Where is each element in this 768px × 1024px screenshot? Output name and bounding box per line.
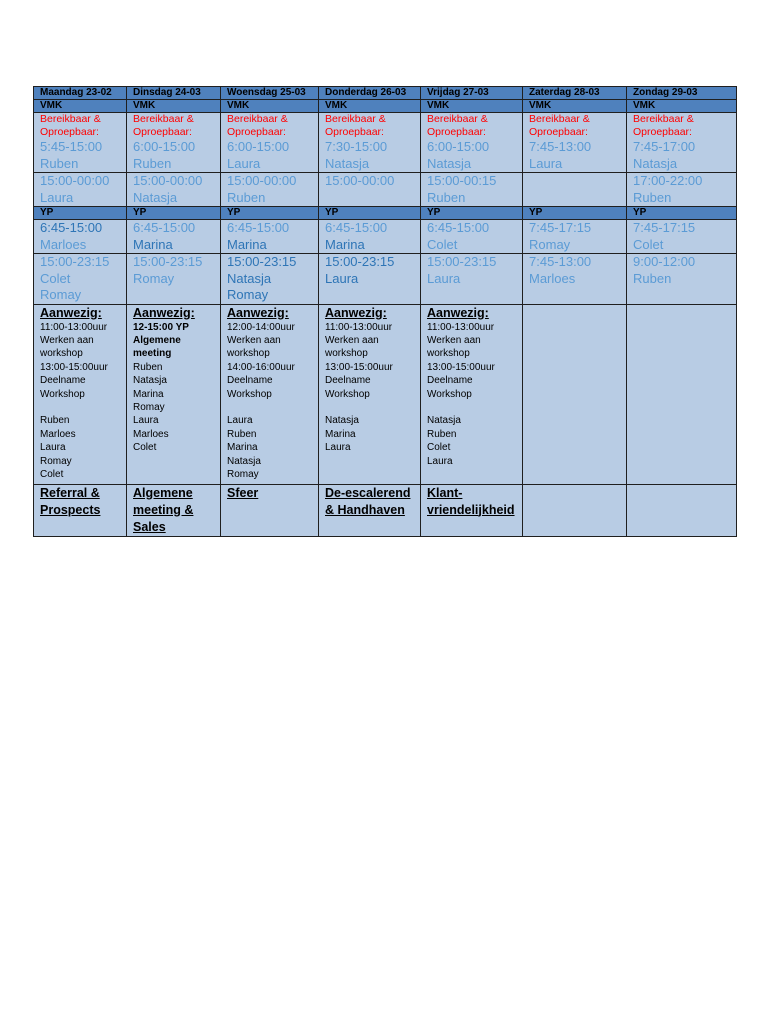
aanwezig-line: workshop <box>427 348 470 360</box>
aanwezig-line <box>40 401 126 414</box>
aanwezig-line: Ruben <box>427 428 457 440</box>
aanwezig-line: meeting <box>133 348 172 360</box>
yp-label-cell: YP <box>221 207 319 220</box>
aanwezig-line: Workshop <box>325 388 370 400</box>
oproep-label: Bereikbaar & Oproepbaar: <box>325 113 386 138</box>
shift-name: Marina <box>133 236 173 252</box>
shift-name: Laura <box>227 155 261 171</box>
yp-label-cell: YP <box>523 207 627 220</box>
aanwezig-line <box>227 401 318 414</box>
theme-row <box>34 484 737 536</box>
aanwezig-line: 12-15:00 YP <box>133 321 189 333</box>
yp-shift1-cell <box>523 220 627 254</box>
shift-time: 7:45-17:15 <box>633 220 696 235</box>
shift-name: Laura <box>427 270 461 286</box>
shift-name: Ruben <box>633 189 672 205</box>
shift-time: 5:45-15:00 <box>40 139 103 154</box>
vmk-shift2-cell <box>523 173 627 207</box>
aanwezig-line: 11:00-13:00uur <box>427 321 495 333</box>
shift-name: Natasja <box>227 270 272 286</box>
aanwezig-line: Marina <box>227 442 258 454</box>
aanwezig-line <box>325 401 420 414</box>
shift-time: 6:00-15:00 <box>133 139 196 154</box>
shift-name: Ruben <box>133 155 172 171</box>
shift-name: Romay <box>40 287 82 302</box>
yp-shift1-cell <box>319 220 421 254</box>
oproep-label: Bereikbaar & Oproepbaar: <box>427 113 488 138</box>
yp-label-cell: YP <box>34 207 127 220</box>
day-header-cell: Maandag 23-02 <box>34 87 127 100</box>
shift-time: 7:45-17:00 <box>633 139 696 154</box>
yp-label-cell: YP <box>127 207 221 220</box>
yp-shift1-cell <box>127 220 221 254</box>
shift-name: Marina <box>325 236 365 252</box>
shift-name: Ruben <box>40 155 79 171</box>
aanwezig-row <box>34 304 737 484</box>
aanwezig-list <box>325 321 420 455</box>
shift-time: 9:00-12:00 <box>633 254 696 269</box>
aanwezig-line: Romay <box>40 455 72 467</box>
theme-cell: De-escalerend & Handhaven <box>319 484 421 536</box>
vmk-label-cell: VMK <box>221 100 319 113</box>
aanwezig-cell <box>523 304 627 484</box>
aanwezig-line: Natasja <box>133 375 167 387</box>
shift-time: 7:45-17:15 <box>529 220 592 235</box>
vmk-label-cell: VMK <box>127 100 221 113</box>
day-header-cell: Woensdag 25-03 <box>221 87 319 100</box>
vmk-label-row <box>34 100 737 113</box>
aanwezig-title: Aanwezig: <box>325 305 387 320</box>
aanwezig-line: Romay <box>227 468 259 480</box>
shift-name: Colet <box>40 270 71 286</box>
aanwezig-line: Deelname <box>227 375 273 387</box>
shift-name: Natasja <box>427 155 472 171</box>
shift-time: 6:00-15:00 <box>227 139 290 154</box>
aanwezig-cell <box>627 304 737 484</box>
vmk-label-cell: VMK <box>421 100 523 113</box>
shift-time: 15:00-00:00 <box>133 173 203 188</box>
shift-time: 6:45-15:00 <box>40 220 103 235</box>
yp-shift1-cell <box>627 220 737 254</box>
shift-name: Laura <box>40 189 74 205</box>
aanwezig-line: Werken aan <box>427 334 481 346</box>
aanwezig-line: Laura <box>133 415 159 427</box>
vmk-shift1-row <box>34 113 737 173</box>
aanwezig-line: Laura <box>40 442 66 454</box>
yp-shift2-cell <box>421 254 523 305</box>
shift-name: Colet <box>427 236 458 252</box>
shift-name: Natasja <box>633 155 678 171</box>
yp-shift1-cell <box>421 220 523 254</box>
vmk-shift1-cell <box>319 113 421 173</box>
aanwezig-line: 11:00-13:00uur <box>325 321 393 333</box>
shift-time: 6:00-15:00 <box>427 139 490 154</box>
shift-time: 6:45-15:00 <box>427 220 490 235</box>
theme-cell <box>523 484 627 536</box>
aanwezig-title: Aanwezig: <box>227 305 289 320</box>
aanwezig-cell <box>319 304 421 484</box>
aanwezig-line: Marina <box>325 428 356 440</box>
aanwezig-line: workshop <box>325 348 368 360</box>
day-header-cell: Zaterdag 28-03 <box>523 87 627 100</box>
aanwezig-list <box>133 321 220 455</box>
weekly-schedule-table <box>33 86 737 537</box>
aanwezig-line: Natasja <box>227 455 261 467</box>
yp-shift1-cell <box>221 220 319 254</box>
aanwezig-list <box>227 321 318 482</box>
aanwezig-line: Werken aan <box>40 334 94 346</box>
vmk-shift2-cell <box>127 173 221 207</box>
vmk-shift2-cell <box>627 173 737 207</box>
oproep-label: Bereikbaar & Oproepbaar: <box>133 113 194 138</box>
aanwezig-cell <box>221 304 319 484</box>
aanwezig-line: Deelname <box>427 375 473 387</box>
aanwezig-line: workshop <box>40 348 83 360</box>
aanwezig-line: Workshop <box>40 388 85 400</box>
aanwezig-line: Workshop <box>227 388 272 400</box>
shift-name: Romay <box>227 287 269 302</box>
aanwezig-line: Werken aan <box>325 334 379 346</box>
oproep-label: Bereikbaar & Oproepbaar: <box>40 113 101 138</box>
theme-cell: Klant-vriendelijkheid <box>421 484 523 536</box>
aanwezig-line: Natasja <box>427 415 461 427</box>
aanwezig-line: Deelname <box>325 375 371 387</box>
aanwezig-line: Colet <box>427 442 451 454</box>
vmk-label-cell: VMK <box>627 100 737 113</box>
shift-time: 15:00-23:15 <box>227 254 297 269</box>
yp-shift1-row <box>34 220 737 254</box>
vmk-shift1-cell <box>34 113 127 173</box>
aanwezig-line: Marina <box>133 388 164 400</box>
aanwezig-line: Werken aan <box>227 334 281 346</box>
aanwezig-line: Colet <box>133 442 157 454</box>
shift-name: Romay <box>133 270 175 286</box>
vmk-shift2-cell <box>34 173 127 207</box>
shift-time: 15:00-23:15 <box>40 254 110 269</box>
shift-name: Ruben <box>427 189 466 205</box>
shift-time: 7:45-13:00 <box>529 254 592 269</box>
yp-label-cell: YP <box>627 207 737 220</box>
shift-time: 15:00-00:00 <box>40 173 110 188</box>
aanwezig-line: Colet <box>40 468 64 480</box>
yp-shift2-cell <box>127 254 221 305</box>
shift-name: Ruben <box>633 270 672 286</box>
shift-time: 15:00-00:15 <box>427 173 497 188</box>
theme-cell: Referral & Prospects <box>34 484 127 536</box>
aanwezig-line: Workshop <box>427 388 472 400</box>
aanwezig-cell <box>127 304 221 484</box>
day-header-cell: Donderdag 26-03 <box>319 87 421 100</box>
vmk-shift1-cell <box>523 113 627 173</box>
theme-cell <box>627 484 737 536</box>
shift-time: 6:45-15:00 <box>325 220 388 235</box>
shift-time: 17:00-22:00 <box>633 173 703 188</box>
shift-name: Ruben <box>227 189 266 205</box>
shift-name: Marina <box>227 236 267 252</box>
yp-shift2-cell <box>319 254 421 305</box>
aanwezig-list <box>427 321 522 468</box>
shift-name: Laura <box>529 155 563 171</box>
vmk-label-cell: VMK <box>523 100 627 113</box>
vmk-shift1-cell <box>127 113 221 173</box>
aanwezig-line: 11:00-13:00uur <box>40 321 108 333</box>
vmk-shift2-cell <box>319 173 421 207</box>
vmk-shift2-cell <box>421 173 523 207</box>
aanwezig-line: Laura <box>325 442 351 454</box>
oproep-label: Bereikbaar & Oproepbaar: <box>633 113 694 138</box>
vmk-shift1-cell <box>221 113 319 173</box>
aanwezig-line: Ruben <box>133 361 163 373</box>
yp-label-cell: YP <box>421 207 523 220</box>
day-header-cell: Zondag 29-03 <box>627 87 737 100</box>
oproep-label: Bereikbaar & Oproepbaar: <box>227 113 288 138</box>
shift-time: 6:45-15:00 <box>133 220 196 235</box>
vmk-shift1-cell <box>627 113 737 173</box>
aanwezig-line: 14:00-16:00uur <box>227 361 295 373</box>
aanwezig-line: 13:00-15:00uur <box>325 361 393 373</box>
aanwezig-title: Aanwezig: <box>133 305 195 320</box>
day-header-row <box>34 87 737 100</box>
aanwezig-list <box>40 321 126 482</box>
aanwezig-line: Marloes <box>40 428 76 440</box>
yp-shift2-cell <box>34 254 127 305</box>
theme-cell: Algemene meeting & Sales <box>127 484 221 536</box>
aanwezig-line: Ruben <box>227 428 257 440</box>
yp-label-cell: YP <box>319 207 421 220</box>
shift-name: Natasja <box>325 155 370 171</box>
yp-shift2-row <box>34 254 737 305</box>
yp-label-row <box>34 207 737 220</box>
shift-time: 7:30-15:00 <box>325 139 388 154</box>
aanwezig-line <box>427 401 522 414</box>
shift-name: Marloes <box>529 270 576 286</box>
shift-name: Marloes <box>40 236 87 252</box>
yp-shift2-cell <box>523 254 627 305</box>
vmk-shift2-row <box>34 173 737 207</box>
shift-name: Laura <box>325 270 359 286</box>
aanwezig-line: Laura <box>227 415 253 427</box>
vmk-shift1-cell <box>421 113 523 173</box>
shift-name: Natasja <box>133 189 178 205</box>
shift-time: 7:45-13:00 <box>529 139 592 154</box>
day-header-cell: Dinsdag 24-03 <box>127 87 221 100</box>
aanwezig-line: Ruben <box>40 415 70 427</box>
aanwezig-line: Natasja <box>325 415 359 427</box>
aanwezig-cell <box>34 304 127 484</box>
theme-cell: Sfeer <box>221 484 319 536</box>
shift-time: 15:00-00:00 <box>227 173 297 188</box>
day-header-cell: Vrijdag 27-03 <box>421 87 523 100</box>
shift-time: 15:00-23:15 <box>427 254 497 269</box>
aanwezig-title: Aanwezig: <box>427 305 489 320</box>
shift-time: 15:00-23:15 <box>325 254 395 269</box>
aanwezig-title: Aanwezig: <box>40 305 102 320</box>
oproep-label: Bereikbaar & Oproepbaar: <box>529 113 590 138</box>
yp-shift1-cell <box>34 220 127 254</box>
yp-shift2-cell <box>627 254 737 305</box>
shift-name: Colet <box>633 236 664 252</box>
vmk-label-cell: VMK <box>34 100 127 113</box>
yp-shift2-cell <box>221 254 319 305</box>
aanwezig-line: 13:00-15:00uur <box>427 361 495 373</box>
aanwezig-line: 13:00-15:00uur <box>40 361 108 373</box>
aanwezig-cell <box>421 304 523 484</box>
aanwezig-line: Marloes <box>133 428 169 440</box>
shift-name: Romay <box>529 236 571 252</box>
vmk-shift2-cell <box>221 173 319 207</box>
aanwezig-line: Algemene <box>133 334 181 346</box>
shift-time: 15:00-00:00 <box>325 173 395 188</box>
aanwezig-line: workshop <box>227 348 270 360</box>
aanwezig-line: Deelname <box>40 375 86 387</box>
shift-time: 6:45-15:00 <box>227 220 290 235</box>
shift-time: 15:00-23:15 <box>133 254 203 269</box>
aanwezig-line: Laura <box>427 455 453 467</box>
aanwezig-line: 12:00-14:00uur <box>227 321 295 333</box>
vmk-label-cell: VMK <box>319 100 421 113</box>
aanwezig-line: Romay <box>133 401 165 413</box>
